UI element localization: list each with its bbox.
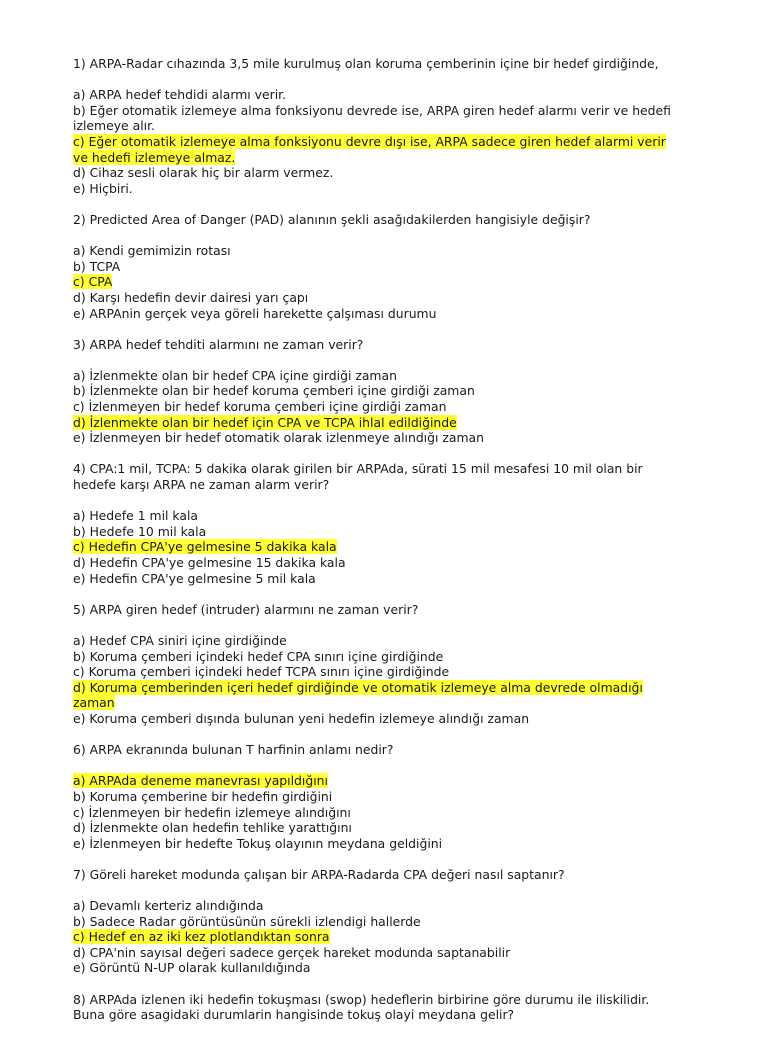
option-text: d) Cihaz sesli olarak hiç bir alarm vermez. — [73, 165, 334, 181]
option-text — [73, 539, 713, 555]
answer-option — [73, 259, 713, 275]
option-text: b) İzlenmekte olan bir hedef koruma çemberi içine girdiği zaman — [73, 383, 475, 399]
answer-option-correct — [73, 274, 713, 290]
question-text: 1) ARPA-Radar cıhazında 3,5 mile kurulmuş olan koruma çemberinin içine bir hedef girdiğinde, — [73, 56, 659, 71]
question-text: 8) ARPAda izlenen iki hedefin tokuşması (swop) hedeflerin birbirine göre durumu ile iliskilidir. — [73, 991, 650, 1007]
document-body — [73, 56, 713, 1038]
question-text: Buna göre asagidaki durumlarin hangisinde tokuş olayi meydana gelir? — [73, 1007, 515, 1023]
question-block — [73, 337, 713, 446]
answer-option — [73, 306, 713, 322]
answer-option — [73, 555, 713, 571]
spacer — [73, 882, 713, 898]
answer-option — [73, 508, 713, 524]
answer-option — [73, 524, 713, 540]
answer-option — [73, 399, 713, 415]
answer-option — [73, 290, 713, 306]
question-block — [73, 461, 713, 586]
question-block — [73, 602, 713, 727]
question-block — [73, 56, 713, 196]
question-text: hedefe karşı ARPA ne zaman alarm verir? — [73, 477, 330, 493]
option-text: a) Kendi gemimizin rotası — [73, 243, 231, 259]
answer-option — [73, 711, 713, 727]
option-text: a) ARPA hedef tehdidi alarmı verir. — [73, 87, 287, 103]
answer-option — [73, 383, 713, 399]
spacer — [73, 758, 713, 774]
question-text: 7) Göreli hareket modunda çalışan bir ARPA-Radarda CPA değeri nasıl saptanır? — [73, 866, 565, 882]
answer-option — [73, 430, 713, 446]
option-text: a) Hedefe 1 mil kala — [73, 508, 199, 524]
option-text — [73, 695, 713, 711]
answer-option — [73, 836, 713, 852]
option-text — [73, 274, 713, 290]
answer-option — [73, 87, 713, 103]
option-text: a) Devamlı kerteriz alındığında — [73, 898, 264, 914]
spacer — [73, 617, 713, 633]
answer-option-correct — [73, 539, 713, 555]
question-text: 3) ARPA hedef tehditi alarmını ne zaman verir? — [73, 336, 364, 352]
answer-option — [73, 368, 713, 384]
option-text: e) Hedefin CPA'ye gelmesine 5 mil kala — [73, 570, 316, 586]
option-text: c) İzlenmeyen bir hedefin izlemeye alındığını — [73, 804, 351, 820]
option-text: e) Görüntü N-UP olarak kullanıldığında — [73, 960, 311, 976]
question-block — [73, 212, 713, 321]
highlighted-answer: c) CPA — [73, 274, 113, 290]
option-text: e) İzlenmeyen bir hedef otomatik olarak izlenmeye alındığı zaman — [73, 430, 484, 446]
highlighted-answer: d) İzlenmekte olan bir hedef için CPA ve TCPA ihlal edildiğinde — [73, 414, 457, 430]
option-text: b) Eğer otomatik izlemeye alma fonksiyonu devrede ise, ARPA giren hedef alarmı verir ve hedefi — [73, 102, 671, 118]
option-text — [73, 134, 713, 150]
answer-option-correct — [73, 415, 713, 431]
question-block — [73, 867, 713, 976]
option-text — [73, 415, 713, 431]
option-text — [73, 680, 713, 696]
question-block — [73, 992, 713, 1023]
question-text: 5) ARPA giren hedef (intruder) alarmını ne zaman verir? — [73, 601, 419, 617]
answer-option — [73, 805, 713, 821]
highlighted-answer: ve hedefi izlemeye almaz. — [73, 149, 236, 165]
spacer — [73, 72, 713, 88]
option-text — [73, 929, 713, 945]
spacer — [73, 352, 713, 368]
answer-option — [73, 664, 713, 680]
option-text — [73, 150, 713, 166]
option-text: b) Koruma çemberine bir hedefin girdiğini — [73, 788, 333, 804]
option-text: b) Koruma çemberi içindeki hedef CPA sınırı içine girdiğinde — [73, 648, 444, 664]
answer-option — [73, 945, 713, 961]
option-text: c) İzlenmeyen bir hedef koruma çemberi içine girdiği zaman — [73, 399, 447, 415]
answer-option — [73, 914, 713, 930]
question-text: 2) Predicted Area of Danger (PAD) alanının şekli asağıdakilerden hangisiyle değişir? — [73, 211, 591, 227]
answer-option — [73, 789, 713, 805]
option-text: d) Hedefin CPA'ye gelmesine 15 dakika kala — [73, 555, 346, 570]
question-text: 6) ARPA ekranında bulunan T harfinin anlamı nedir? — [73, 742, 394, 758]
answer-option — [73, 103, 713, 134]
option-text: d) CPA'nin sayısal değeri sadece gerçek hareket modunda saptanabilir — [73, 944, 511, 960]
answer-option — [73, 571, 713, 587]
answer-option — [73, 898, 713, 914]
answer-option-correct — [73, 680, 713, 711]
answer-option — [73, 165, 713, 181]
option-text: b) Hedefe 10 mil kala — [73, 523, 207, 539]
answer-option — [73, 960, 713, 976]
spacer — [73, 228, 713, 244]
highlighted-answer: c) Hedefin CPA'ye gelmesine 5 dakika kala — [73, 539, 337, 555]
option-text: a) Hedef CPA siniri içine girdiğinde — [73, 632, 287, 648]
answer-option-correct — [73, 134, 713, 165]
option-text: e) Koruma çemberi dışında bulunan yeni hedefin izlemeye alındığı zaman — [73, 710, 530, 726]
option-text: b) TCPA — [73, 258, 121, 274]
answer-option — [73, 243, 713, 259]
answer-option-correct — [73, 929, 713, 945]
option-text: e) ARPAnin gerçek veya göreli harekette çalşıması durumu — [73, 305, 437, 321]
option-text: c) Koruma çemberi içindeki hedef TCPA sınırı içine girdiğinde — [73, 664, 450, 680]
highlighted-answer: c) Eğer otomatik izlemeye alma fonksiyonu devre dışı ise, ARPA sadece giren hedef alarmi verir — [73, 133, 666, 149]
answer-option-correct — [73, 773, 713, 789]
spacer — [73, 493, 713, 509]
option-text: d) Karşı hedefin devir dairesi yarı çapı — [73, 289, 309, 305]
highlighted-answer: c) Hedef en az iki kez plotlandıktan sonra — [73, 929, 330, 945]
answer-option — [73, 633, 713, 649]
answer-option — [73, 820, 713, 836]
option-text: d) İzlenmekte olan hedefin tehlike yarattığını — [73, 820, 352, 836]
highlighted-answer: a) ARPAda deneme manevrası yapıldığını — [73, 773, 328, 789]
option-text: b) Sadece Radar görüntüsünün sürekli izlendigi hallerde — [73, 913, 421, 929]
option-text: a) İzlenmekte olan bir hedef CPA içine girdiği zaman — [73, 367, 397, 383]
option-text: e) Hiçbiri. — [73, 180, 133, 196]
answer-option — [73, 649, 713, 665]
question-block — [73, 742, 713, 851]
question-text: 4) CPA:1 mil, TCPA: 5 dakika olarak girilen bir ARPAda, sürati 15 mil mesafesi 10 mil olan bir — [73, 461, 643, 477]
highlighted-answer: zaman — [73, 695, 115, 711]
option-text: izlemeye alır. — [73, 118, 155, 134]
option-text — [73, 773, 713, 789]
option-text: e) İzlenmeyen bir hedefte Tokuş olayının meydana geldiğini — [73, 835, 443, 851]
answer-option — [73, 181, 713, 197]
highlighted-answer: d) Koruma çemberinden içeri hedef girdiğinde ve otomatik izlemeye alma devrede olmadığı — [73, 679, 643, 695]
